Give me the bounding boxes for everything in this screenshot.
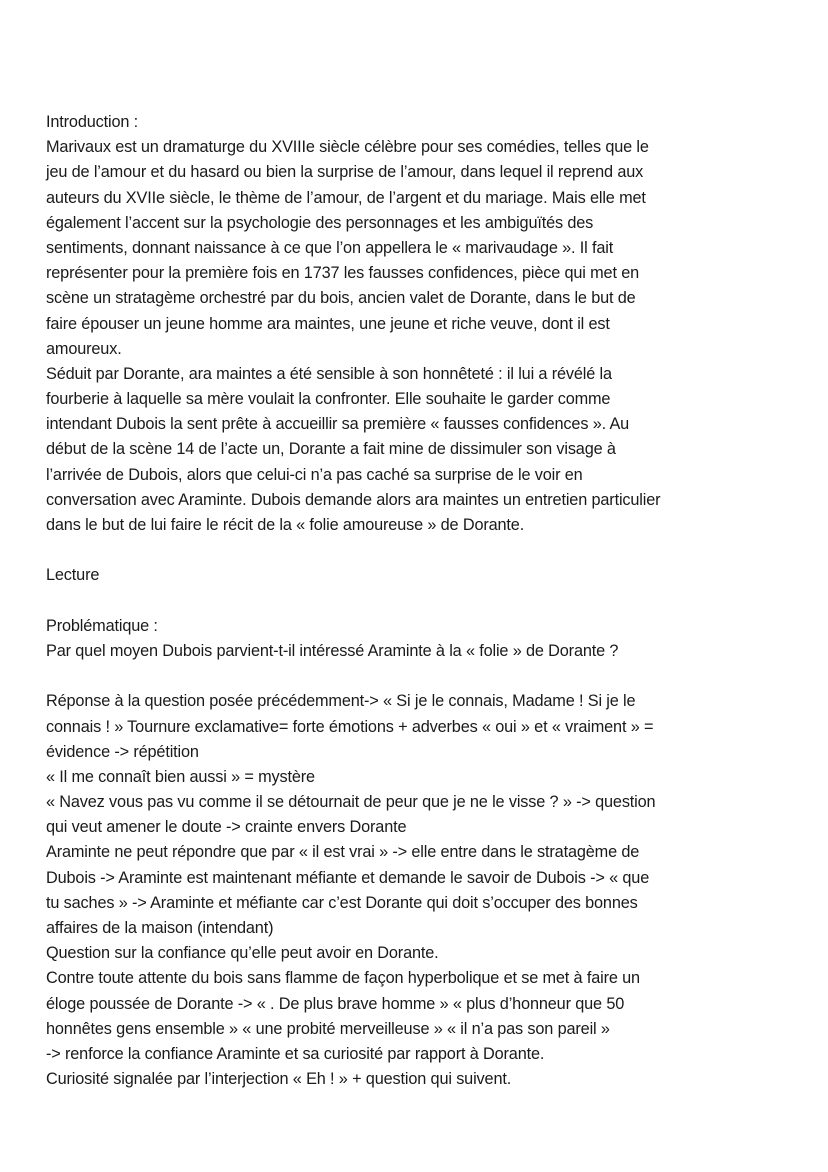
text-line: également l’accent sur la psychologie des personnages et les ambiguïtés des xyxy=(46,213,594,232)
text-line: amoureux. xyxy=(46,339,122,358)
text-line: tu saches » -> Araminte et méfiante car c’est Dorante qui doit s’occuper des bonnes xyxy=(46,893,638,912)
text-line: Curiosité signalée par l’interjection « Eh ! » + question qui suivent. xyxy=(46,1070,512,1089)
text-line: Séduit par Dorante, ara maintes a été sensible à son honnêteté : il lui a révélé la xyxy=(46,364,612,383)
analysis-section xyxy=(46,689,806,1092)
problematique-heading: Problématique : xyxy=(46,616,158,635)
blank-line xyxy=(46,589,806,614)
text-line: honnêtes gens ensemble » « une probité merveilleuse » « il n’a pas son pareil » xyxy=(46,1019,610,1038)
blank-line xyxy=(46,538,806,563)
text-line: faire épouser un jeune homme ara maintes, une jeune et riche veuve, dont il est xyxy=(46,314,610,333)
text-line: évidence -> répétition xyxy=(46,742,199,761)
text-line: intendant Dubois la sent prête à accueillir sa première « fausses confidences ». Au xyxy=(46,415,630,434)
text-line: Marivaux est un dramaturge du XVIIIe siècle célèbre pour ses comédies, telles que le xyxy=(46,138,649,157)
text-line: scène un stratagème orchestré par du bois, ancien valet de Dorante, dans le but de xyxy=(46,289,636,308)
text-line: auteurs du XVIIe siècle, le thème de l’amour, de l’argent et du mariage. Mais elle met xyxy=(46,188,646,207)
text-line: représenter pour la première fois en 1737 les fausses confidences, pièce qui met en xyxy=(46,264,640,283)
text-line: l’arrivée de Dubois, alors que celui-ci n’a pas caché sa surprise de le voir en xyxy=(46,465,583,484)
text-line: sentiments, donnant naissance à ce que l’on appellera le « marivaudage ». Il fait xyxy=(46,238,614,257)
introduction-paragraph-2 xyxy=(46,362,806,538)
text-line: Dubois -> Araminte est maintenant méfiante et demande le savoir de Dubois -> « que xyxy=(46,868,650,887)
document-page xyxy=(46,110,806,1092)
problematique-question: Par quel moyen Dubois parvient-t-il intéressé Araminte à la « folie » de Dorante ? xyxy=(46,641,619,660)
text-line: Contre toute attente du bois sans flamme de façon hyperbolique et se met à faire un xyxy=(46,969,640,988)
blank-line xyxy=(46,664,806,689)
text-line: -> renforce la confiance Araminte et sa curiosité par rapport à Dorante. xyxy=(46,1044,545,1063)
text-line: fourberie à laquelle sa mère voulait la confronter. Elle souhaite le garder comme xyxy=(46,390,611,409)
introduction-heading: Introduction : xyxy=(46,113,139,131)
text-line: affaires de la maison (intendant) xyxy=(46,919,274,937)
text-line: jeu de l’amour et du hasard ou bien la surprise de l’amour, dans lequel il reprend aux xyxy=(46,163,644,182)
text-line: conversation avec Araminte. Dubois demande alors ara maintes un entretien particulier xyxy=(46,490,661,509)
introduction-paragraph-1 xyxy=(46,135,806,362)
text-line: Araminte ne peut répondre que par « il est vrai » -> elle entre dans le stratagème de xyxy=(46,843,640,862)
text-line: Réponse à la question posée précédemment-> « Si je le connais, Madame ! Si je le xyxy=(46,692,636,711)
text-line: connais ! » Tournure exclamative= forte émotions + adverbes « oui » et « vraiment » = xyxy=(46,717,654,736)
text-line: qui veut amener le doute -> crainte envers Dorante xyxy=(46,818,407,837)
lecture-heading: Lecture xyxy=(46,566,100,585)
text-line: dans le but de lui faire le récit de la « folie amoureuse » de Dorante. xyxy=(46,516,525,534)
text-line: début de la scène 14 de l’acte un, Dorante a fait mine de dissimuler son visage à xyxy=(46,440,616,459)
text-line: éloge poussée de Dorante -> « . De plus brave homme » « plus d’honneur que 50 xyxy=(46,994,625,1013)
text-line: « Navez vous pas vu comme il se détournait de peur que je ne le visse ? » -> question xyxy=(46,793,656,812)
text-line: Question sur la confiance qu’elle peut avoir en Dorante. xyxy=(46,944,439,963)
text-line: « Il me connaît bien aussi » = mystère xyxy=(46,767,315,786)
